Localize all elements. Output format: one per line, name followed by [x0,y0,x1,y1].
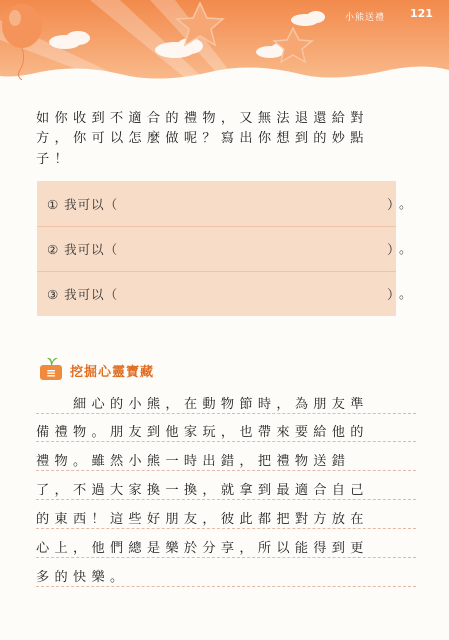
answer-label: ② 我可以（ [47,242,119,257]
question-line: 如你收到不適合的禮物，又無法退還給對 [36,111,369,126]
answer-row[interactable] [37,226,413,272]
answer-period: 。 [399,242,413,257]
page-header [0,0,449,100]
story-line: 了，不過大家換一換，就拿到最適合自己 [36,479,416,500]
answer-row[interactable] [37,271,413,316]
answer-label: ③ 我可以（ [47,287,119,302]
answer-close-paren: ） [387,243,401,258]
answer-box [37,181,413,316]
story-line: 心上，他們總是樂於分享，所以能得到更 [36,537,416,558]
story-line: 細心的小熊，在動物節時，為朋友準 [36,393,416,414]
answer-period: 。 [399,197,413,212]
sprout-icon [38,356,66,382]
answer-close-paren: ） [387,198,401,213]
chapter-title: 小熊送禮 [345,13,386,23]
svg-text:≡: ≡ [45,366,57,380]
story-line: 禮物。雖然小熊一時出錯，把禮物送錯 [36,450,416,471]
question-line: 方，你可以怎麼做呢？寫出你想到的妙點 [36,131,369,146]
answer-label: ① 我可以（ [47,197,119,212]
answer-period: 。 [399,287,413,302]
section-title: 挖掘心靈寶藏 [70,365,155,380]
page-number: 121 [410,7,433,20]
story-line: 多的快樂。 [36,566,416,587]
answer-row[interactable] [37,181,413,227]
story-line: 的東西！這些好朋友，彼此都把對方放在 [36,508,416,529]
balloon-icon [0,0,46,80]
question-line: 子！ [36,152,73,167]
answer-close-paren: ） [387,288,401,303]
story-line: 備禮物。朋友到他家玩，也帶來要給他的 [36,421,416,442]
